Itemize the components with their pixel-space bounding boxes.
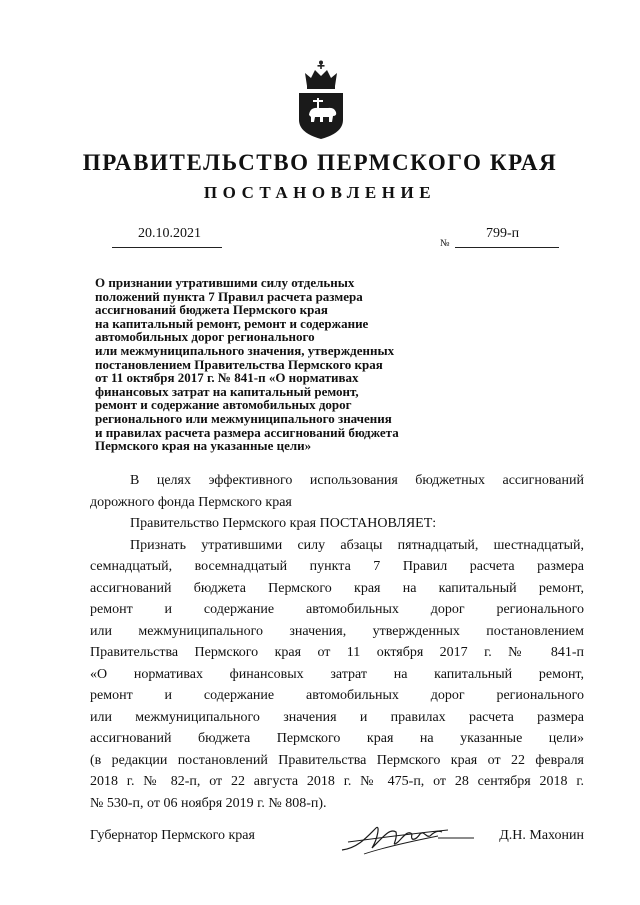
body-line: В целях эффективного использования бюджетных ассигнований: [130, 473, 584, 488]
subject-line: ассигнований бюджета Пермского края: [95, 302, 328, 318]
body-line: (в редакции постановлений Правительства Пермского края от 22 февраля: [90, 752, 584, 768]
body-line: ассигнований бюджета Пермского края на капитальный ремонт,: [90, 580, 584, 596]
document-type: ПОСТАНОВЛЕНИЕ: [203, 183, 437, 202]
signatory-position: Губернатор Пермского края: [90, 828, 255, 843]
document-subject: [95, 276, 495, 453]
body-line: Признать утратившими силу абзацы пятнадцатый, шестнадцатый,: [130, 537, 584, 553]
government-title: ПРАВИТЕЛЬСТВО ПЕРМСКОГО КРАЯ: [82, 150, 558, 175]
signatory-name: Д.Н. Махонин: [499, 828, 584, 843]
paragraph-purpose: [90, 470, 584, 513]
subject-line: О признании утратившими силу отдельных: [95, 275, 355, 290]
document-date: 20.10.2021: [138, 226, 201, 241]
subject-line: автомобильных дорог регионального: [95, 329, 315, 345]
body-line: ремонт и содержание автомобильных дорог регионального: [90, 602, 584, 617]
subject-line: от 11 октября 2017 г. № 841-п «О нормативах: [95, 370, 359, 386]
subject-line: постановлением Правительства Пермского края: [95, 356, 383, 372]
signature-block: [90, 828, 584, 852]
date-underline: [112, 247, 222, 248]
subject-line: положений пункта 7 Правил расчета размера: [95, 288, 363, 304]
body-line: Правительства Пермского края от 11 октября 2017 г. № 841-п: [90, 645, 584, 660]
coat-of-arms-icon: [296, 60, 346, 140]
subject-line: и правилах расчета размера ассигнований бюджета: [95, 424, 399, 440]
subject-line: Пермского края на указанные цели»: [95, 438, 312, 454]
subject-line: или межмуниципального значения, утвержденных: [95, 342, 395, 358]
body-line: дорожного фонда Пермского края: [90, 494, 292, 510]
subject-line: на капитальный ремонт, ремонт и содержание: [95, 315, 369, 331]
body-line: ассигнований бюджета Пермского края на указанные цели»: [90, 731, 584, 746]
number-underline: [455, 247, 559, 248]
paragraph-resolution: [90, 513, 584, 535]
document-number: 799-п: [486, 226, 520, 241]
body-line: 2018 г. № 82-п, от 22 августа 2018 г. № 475-п, от 28 сентября 2018 г.: [90, 774, 584, 789]
body-line: Правительство Пермского края ПОСТАНОВЛЯЕТ:: [130, 516, 437, 531]
document-body: [90, 470, 584, 814]
body-line: № 530-п, от 06 ноября 2019 г. № 808-п).: [90, 795, 327, 811]
body-line: ремонт и содержание автомобильных дорог регионального: [90, 688, 584, 703]
subject-line: финансовых затрат на капитальный ремонт,: [95, 383, 359, 399]
handwritten-signature-icon: [338, 818, 478, 858]
body-line: или межмуниципального значения и правилах расчета размера: [90, 709, 584, 725]
subject-line: регионального или межмуниципального значения: [95, 410, 392, 426]
subject-line: ремонт и содержание автомобильных дорог: [95, 397, 352, 413]
number-sign: №: [440, 238, 450, 249]
body-line: «О нормативах финансовых затрат на капитальный ремонт,: [90, 666, 584, 682]
paragraph-decision: [90, 535, 584, 815]
body-line: или межмуниципального значения, утвержденных постановлением: [90, 623, 584, 639]
body-line: семнадцатый, восемнадцатый пункта 7 Правил расчета размера: [90, 559, 584, 574]
